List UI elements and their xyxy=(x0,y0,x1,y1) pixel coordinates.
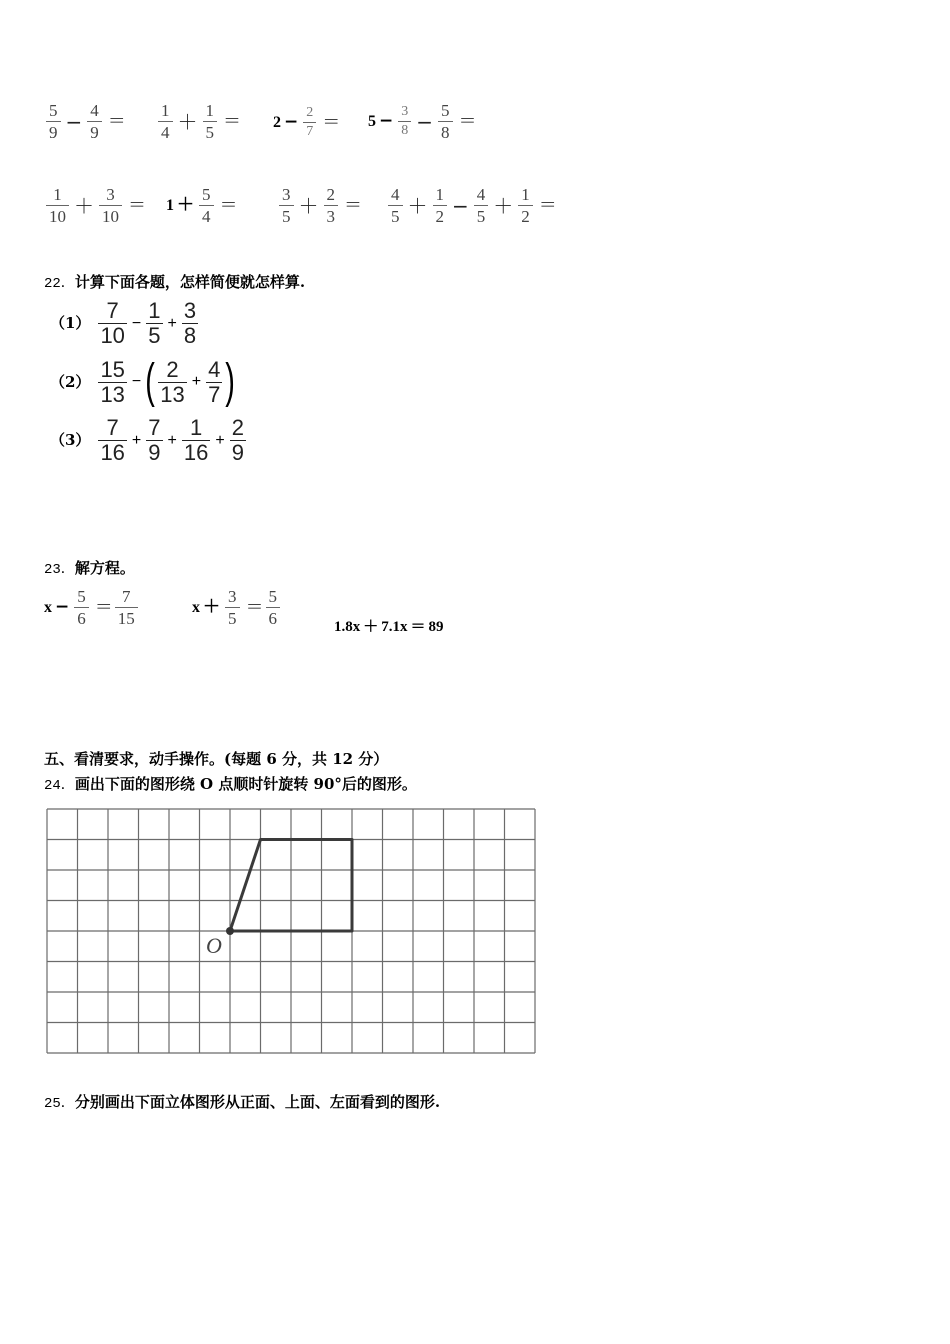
question-23-heading: 23．解方程。 xyxy=(44,559,135,578)
fraction: 2 13 xyxy=(160,356,185,407)
fraction: $\frac{3}{5}$ xyxy=(279,186,294,225)
fraction: $\frac{5}{6}$ xyxy=(74,588,89,627)
rotation-grid xyxy=(44,806,540,1060)
fraction: $\frac{1}{10}$ xyxy=(46,186,69,225)
question-22-heading: 22．计算下面各题，怎样简便就怎样算. xyxy=(44,273,306,292)
fraction: $\frac{4}{5}$ xyxy=(474,186,489,225)
fraction: $\frac{4}{9}$ xyxy=(87,102,102,141)
fraction: $\frac{3}{8}$ xyxy=(183,298,197,348)
fraction: $\frac{1}{2}$ xyxy=(518,186,533,225)
expr-r2-4: $\frac{4}{5}$ ＋ $\frac{1}{2}$ − $\frac{4}{5}$ ＋ $\frac{1}{2}$ ＝ xyxy=(386,186,557,225)
q22-item-3: （3） 7 16 + $\frac{7}{9}$ + $\frac{1}{16}$ + $\frac{2}{9}$ xyxy=(50,415,244,465)
expr-r2-2: 1 ＋ $\frac{5}{4}$ ＝ xyxy=(166,185,238,226)
fraction: $\frac{2}{7}$ xyxy=(303,106,316,139)
expr-r1-1: $\frac{5}{9}$ − $\frac{4}{9}$ ＝ xyxy=(44,102,126,141)
fraction: $\frac{1}{4}$ xyxy=(158,102,173,141)
fraction: $\frac{4}{7}$ xyxy=(208,356,221,407)
fraction: $\frac{2}{3}$ xyxy=(324,186,339,225)
fraction: $\frac{2}{9}$ xyxy=(231,415,244,465)
expr-r1-2: $\frac{1}{4}$ ＋ $\frac{1}{5}$ ＝ xyxy=(156,102,241,141)
fraction: $\frac{1}{5}$ xyxy=(203,102,218,141)
fraction: $\frac{3}{5}$ xyxy=(225,588,240,627)
fraction: 7 16 xyxy=(100,415,125,465)
equation-1: x − $\frac{5}{6}$ ＝ $\frac{7}{15}$ xyxy=(44,588,140,627)
fraction: $\frac{3}{8}$ xyxy=(398,105,411,138)
expr-r2-3: $\frac{3}{5}$ ＋ $\frac{2}{3}$ ＝ xyxy=(277,186,362,225)
section-5-title: 五、看清要求，动手操作。(每题 6 分，共 12 分） xyxy=(44,750,389,768)
fraction: $\frac{7}{9}$ xyxy=(148,415,161,465)
fraction: $\frac{1}{16}$ xyxy=(183,415,209,465)
equation-3: 1.8x ＋ 7.1x ＝ 89 xyxy=(334,617,444,635)
fraction: 15 13 xyxy=(100,356,125,407)
fraction: $\frac{5}{4}$ xyxy=(199,186,214,225)
question-24-heading: 24．画出下面的图形绕 O 点顺时针旋转 90°后的图形。 xyxy=(44,775,417,794)
fraction: $\frac{5}{9}$ xyxy=(46,102,61,141)
fraction: $\frac{4}{5}$ xyxy=(388,186,403,225)
point-o-label: O xyxy=(206,933,222,958)
fraction: $\frac{5}{8}$ xyxy=(438,102,453,141)
q22-item-1: （1） 7 10 − $\frac{1}{5}$ + $\frac{3}{8}$ xyxy=(50,298,197,348)
expr-r2-1: $\frac{1}{10}$ ＋ $\frac{3}{10}$ ＝ xyxy=(44,186,146,225)
expr-r1-3: 2 − $\frac{2}{7}$ ＝ xyxy=(273,105,341,139)
fraction: $\frac{1}{2}$ xyxy=(433,186,448,225)
point-o xyxy=(226,927,234,935)
fraction: $\frac{5}{6}$ xyxy=(266,588,281,627)
fraction: $\frac{1}{5}$ xyxy=(148,298,161,348)
fraction: $\frac{3}{10}$ xyxy=(99,186,122,225)
fraction: 7 10 xyxy=(100,298,125,348)
equation-2: x ＋ $\frac{3}{5}$ ＝ $\frac{5}{6}$ xyxy=(192,588,282,627)
q22-item-2: （2） 15 13 − ( 2 13 + $\frac{4}{7}$ ) xyxy=(50,355,236,408)
fraction: $\frac{7}{15}$ xyxy=(115,588,138,627)
question-25-heading: 25．分别画出下面立体图形从正面、上面、左面看到的图形. xyxy=(44,1093,441,1112)
expr-r1-4: 5 − $\frac{3}{8}$ − $\frac{5}{8}$ ＝ xyxy=(368,101,477,142)
